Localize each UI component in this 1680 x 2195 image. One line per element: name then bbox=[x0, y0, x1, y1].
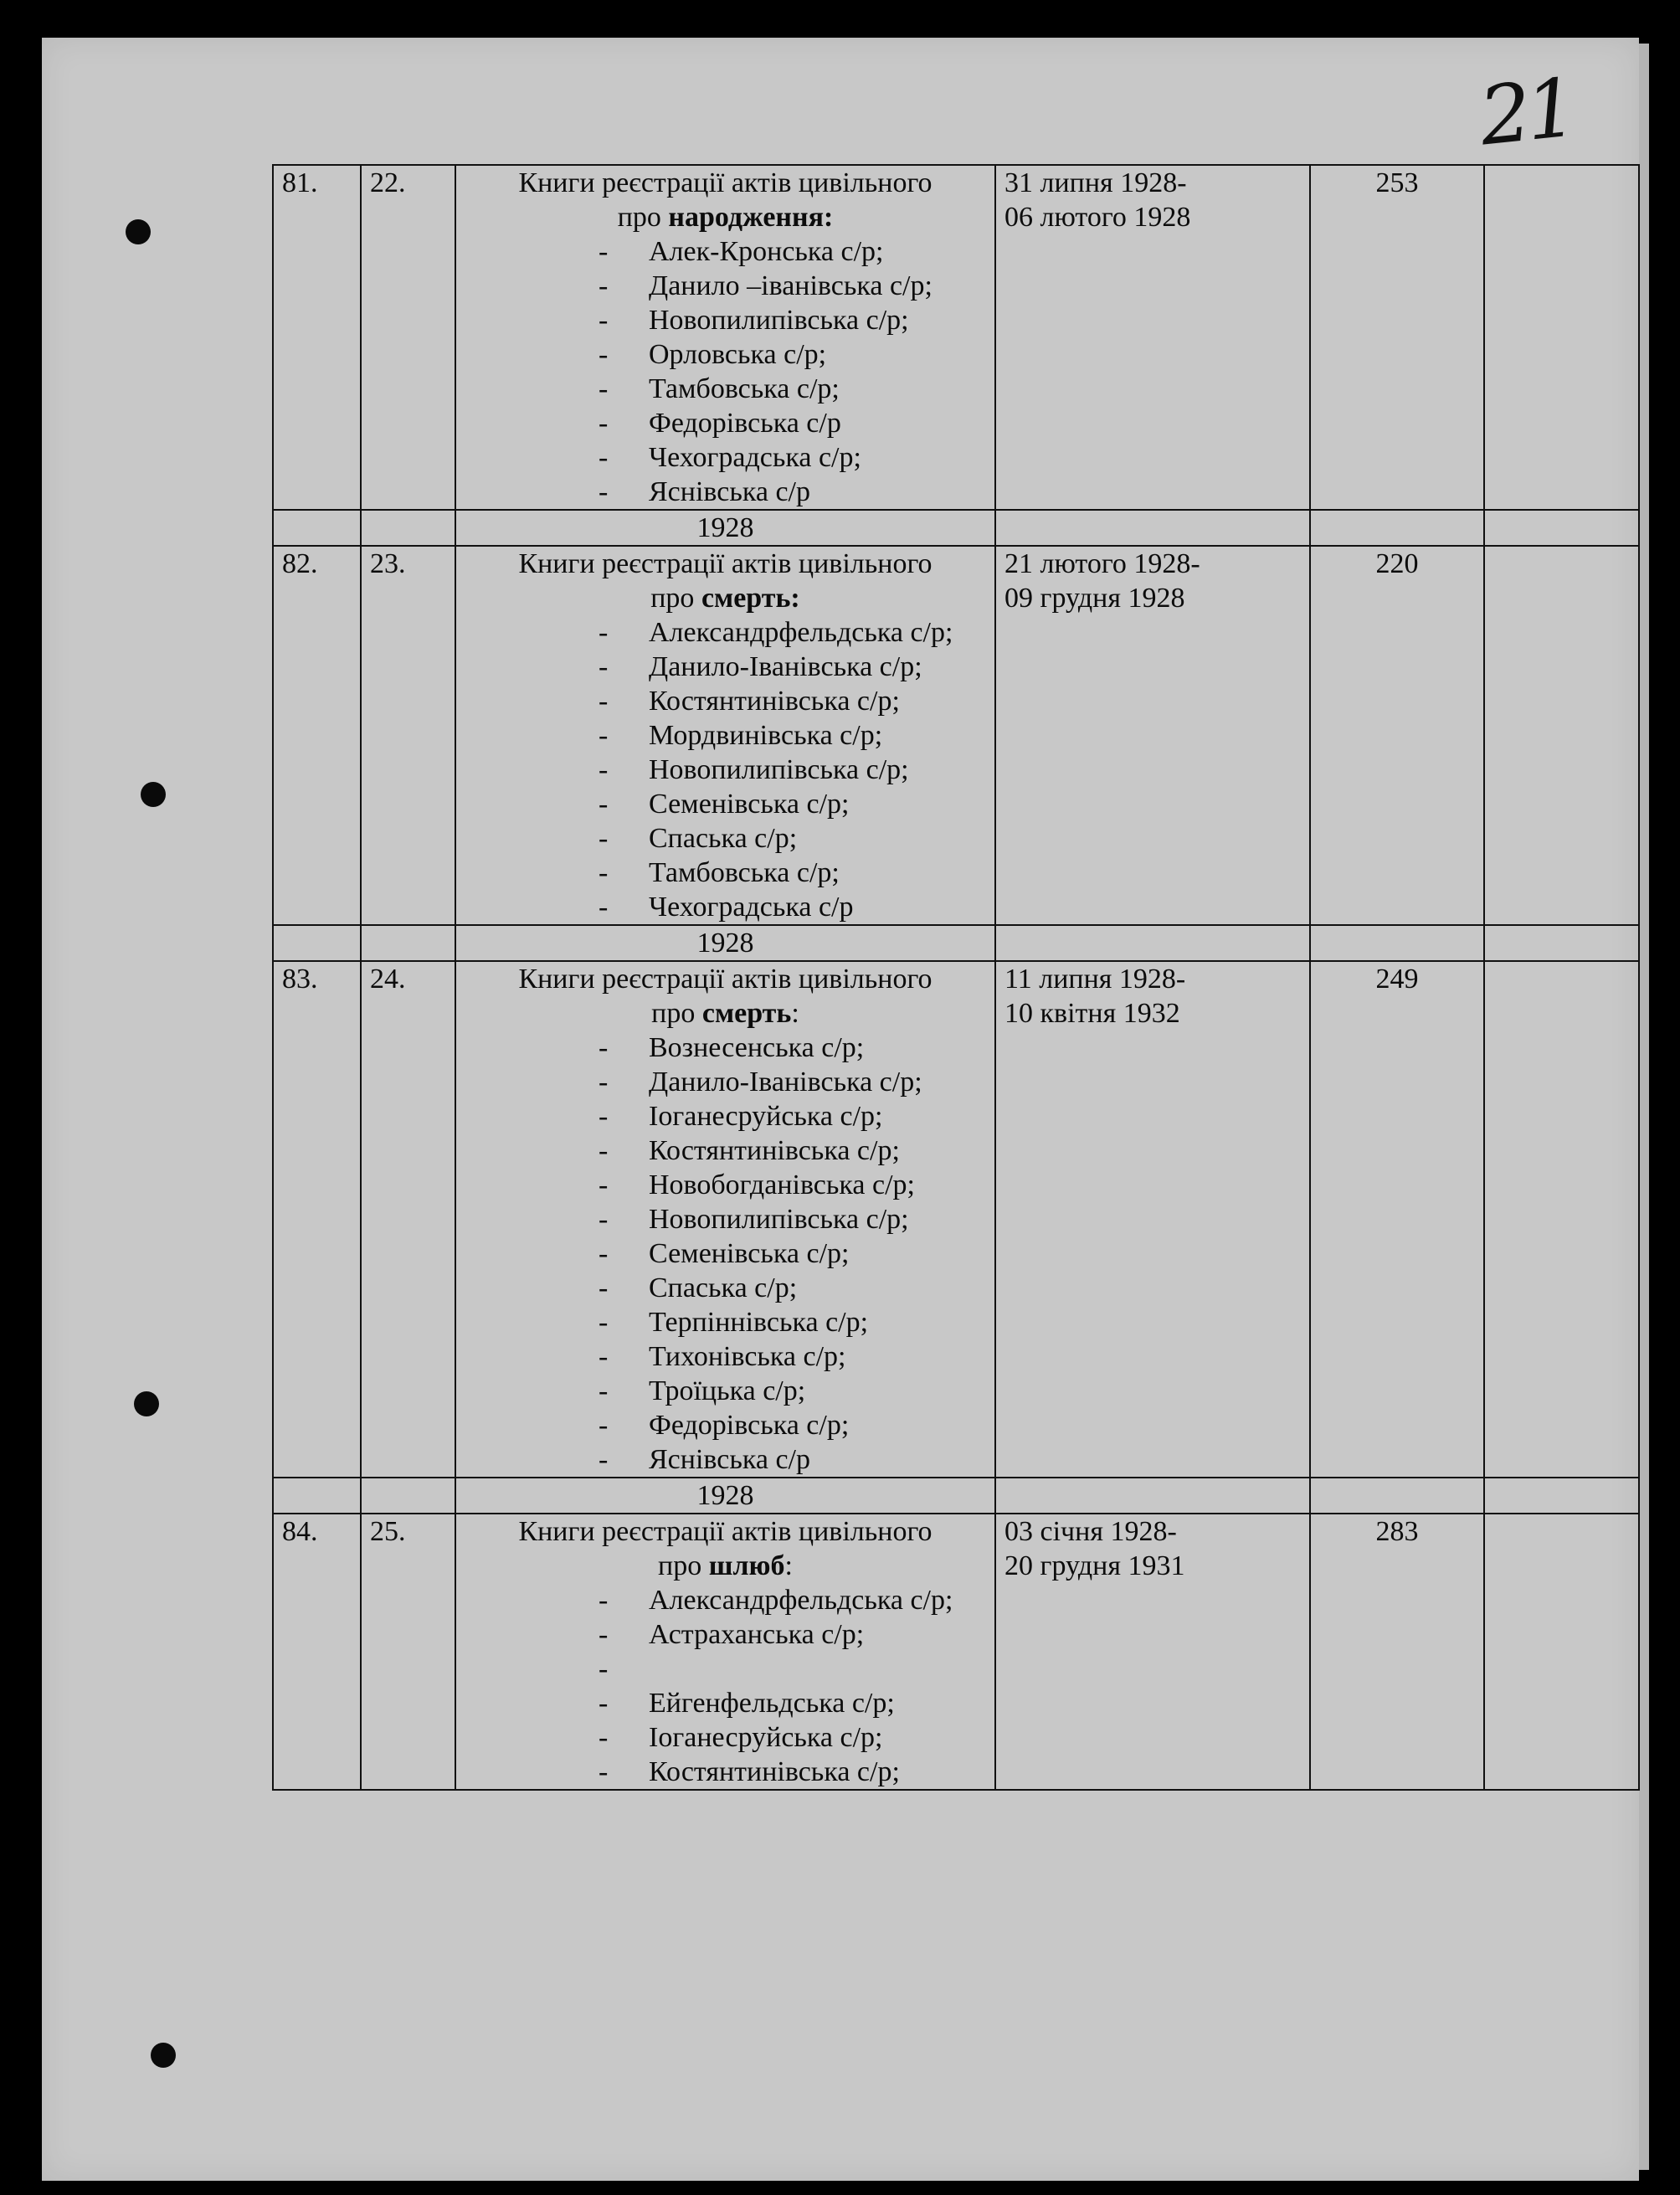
council-name: Чехоградська с/р bbox=[649, 892, 854, 923]
council-name bbox=[649, 1652, 986, 1686]
list-dash: - bbox=[599, 270, 609, 301]
empty-cell bbox=[1484, 510, 1639, 546]
list-item bbox=[465, 1686, 986, 1720]
punch-hole bbox=[151, 2043, 176, 2068]
list-item bbox=[465, 1652, 986, 1686]
date-range-cell bbox=[995, 961, 1310, 1478]
list-dash: - bbox=[599, 857, 609, 888]
council-name: Костянтинівська с/р; bbox=[649, 686, 900, 717]
list-dash: - bbox=[599, 1204, 609, 1235]
council-name: Алек-Кронська с/р; bbox=[649, 236, 884, 267]
file-number: 25. bbox=[361, 1514, 455, 1790]
subject-prefix: про bbox=[650, 583, 701, 614]
list-item bbox=[465, 1617, 986, 1652]
subject-keyword: смерть: bbox=[701, 583, 800, 614]
list-dash: - bbox=[599, 789, 609, 820]
date-range-cell bbox=[995, 1514, 1310, 1790]
council-name: Терпіннівська с/р; bbox=[649, 1307, 869, 1338]
council-name: Спаська с/р; bbox=[649, 1272, 798, 1303]
list-dash: - bbox=[599, 1341, 609, 1372]
date-from: 03 січня 1928- bbox=[1004, 1516, 1177, 1547]
entry-subject bbox=[465, 996, 986, 1031]
council-list bbox=[465, 1583, 986, 1789]
date-to: 10 квітня 1932 bbox=[1004, 998, 1180, 1029]
council-name: Новопилипівська с/р; bbox=[649, 754, 909, 785]
list-dash: - bbox=[599, 1653, 609, 1684]
council-name: Тамбовська с/р; bbox=[649, 857, 840, 888]
list-item bbox=[465, 269, 986, 303]
empty-cell bbox=[273, 510, 361, 546]
council-name: Вознесенська с/р; bbox=[649, 1032, 865, 1063]
list-item bbox=[465, 684, 986, 718]
list-dash: - bbox=[599, 823, 609, 854]
list-dash: - bbox=[599, 1619, 609, 1650]
list-dash: - bbox=[599, 339, 609, 370]
list-dash: - bbox=[599, 476, 609, 507]
note-cell bbox=[1484, 1514, 1639, 1790]
council-name: Данило-Іванівська с/р; bbox=[649, 651, 922, 682]
date-to: 20 грудня 1931 bbox=[1004, 1550, 1185, 1581]
list-dash: - bbox=[599, 1444, 609, 1475]
entry-title-cell bbox=[455, 1514, 995, 1790]
file-number: 24. bbox=[361, 961, 455, 1478]
subject-prefix: про bbox=[617, 202, 669, 233]
list-dash: - bbox=[599, 720, 609, 751]
list-dash: - bbox=[599, 1032, 609, 1063]
subject-keyword: народження: bbox=[668, 202, 834, 233]
list-dash: - bbox=[599, 1410, 609, 1441]
list-item bbox=[465, 615, 986, 650]
table-row bbox=[273, 961, 1639, 1478]
list-dash: - bbox=[599, 754, 609, 785]
council-name: Семенівська с/р; bbox=[649, 789, 850, 820]
list-item bbox=[465, 1168, 986, 1202]
punch-hole bbox=[126, 219, 151, 244]
list-item bbox=[465, 1755, 986, 1789]
entry-title: Книги реєстрації актів цивільного bbox=[518, 548, 932, 579]
list-item bbox=[465, 821, 986, 856]
entry-title: Книги реєстрації актів цивільного bbox=[518, 964, 932, 995]
empty-cell bbox=[995, 1478, 1310, 1514]
list-dash: - bbox=[599, 617, 609, 648]
subject-suffix: : bbox=[791, 998, 799, 1029]
council-name: Троїцька с/р; bbox=[649, 1375, 806, 1406]
year-label: 1928 bbox=[455, 510, 995, 546]
council-name: Александрфельдська с/р; bbox=[649, 617, 953, 648]
list-dash: - bbox=[599, 1272, 609, 1303]
list-dash: - bbox=[599, 1067, 609, 1098]
list-item bbox=[465, 1133, 986, 1168]
list-item bbox=[465, 1305, 986, 1339]
table-row bbox=[273, 165, 1639, 510]
council-name: Орловська с/р; bbox=[649, 339, 827, 370]
list-item bbox=[465, 337, 986, 372]
council-name: Тихонівська с/р; bbox=[649, 1341, 846, 1372]
council-name: Данило –іванівська с/р; bbox=[649, 270, 932, 301]
sheet-count: 249 bbox=[1310, 961, 1484, 1478]
empty-cell bbox=[1484, 1478, 1639, 1514]
list-dash: - bbox=[599, 1722, 609, 1753]
list-item bbox=[465, 787, 986, 821]
council-name: Костянтинівська с/р; bbox=[649, 1135, 900, 1166]
council-name: Александрфельдська с/р; bbox=[649, 1585, 953, 1616]
year-row bbox=[273, 925, 1639, 961]
sheet-count: 283 bbox=[1310, 1514, 1484, 1790]
date-from: 11 липня 1928- bbox=[1004, 964, 1186, 995]
file-number: 22. bbox=[361, 165, 455, 510]
council-name: Яснівська с/р bbox=[649, 476, 810, 507]
date-range-cell bbox=[995, 165, 1310, 510]
handwritten-page-number: 21 bbox=[1475, 60, 1577, 164]
subject-prefix: про bbox=[651, 998, 702, 1029]
list-item bbox=[465, 718, 986, 753]
date-from: 21 лютого 1928- bbox=[1004, 548, 1200, 579]
empty-cell bbox=[995, 510, 1310, 546]
inventory-table bbox=[272, 164, 1640, 1791]
council-name: Семенівська с/р; bbox=[649, 1238, 850, 1269]
council-name: Іоганесруйська с/р; bbox=[649, 1101, 883, 1132]
page-edge bbox=[1639, 44, 1649, 2170]
council-name: Астраханська с/р; bbox=[649, 1619, 865, 1650]
empty-cell bbox=[1310, 925, 1484, 961]
council-list bbox=[465, 234, 986, 509]
empty-cell bbox=[1484, 925, 1639, 961]
council-name: Чехоградська с/р; bbox=[649, 442, 861, 473]
list-dash: - bbox=[599, 1756, 609, 1787]
list-item bbox=[465, 1408, 986, 1442]
list-item bbox=[465, 1236, 986, 1271]
subject-suffix: : bbox=[784, 1550, 793, 1581]
list-item bbox=[465, 753, 986, 787]
punch-hole bbox=[134, 1391, 159, 1416]
list-dash: - bbox=[599, 1101, 609, 1132]
council-name: Новопилипівська с/р; bbox=[649, 305, 909, 336]
council-name: Новопилипівська с/р; bbox=[649, 1204, 909, 1235]
year-row bbox=[273, 510, 1639, 546]
list-item bbox=[465, 1099, 986, 1133]
table-row bbox=[273, 546, 1639, 925]
note-cell bbox=[1484, 961, 1639, 1478]
entry-number: 82. bbox=[273, 546, 361, 925]
entry-title: Книги реєстрації актів цивільного bbox=[518, 1516, 932, 1547]
list-item bbox=[465, 1720, 986, 1755]
empty-cell bbox=[361, 1478, 455, 1514]
council-name: Данило-Іванівська с/р; bbox=[649, 1067, 922, 1098]
sheet-count: 253 bbox=[1310, 165, 1484, 510]
list-item bbox=[465, 1583, 986, 1617]
list-item bbox=[465, 1339, 986, 1374]
note-cell bbox=[1484, 546, 1639, 925]
list-item bbox=[465, 1031, 986, 1065]
list-dash: - bbox=[599, 651, 609, 682]
list-dash: - bbox=[599, 686, 609, 717]
subject-keyword: смерть bbox=[701, 998, 792, 1029]
entry-title-cell bbox=[455, 165, 995, 510]
entry-number: 83. bbox=[273, 961, 361, 1478]
year-label: 1928 bbox=[455, 925, 995, 961]
list-dash: - bbox=[599, 442, 609, 473]
entry-subject bbox=[465, 200, 986, 234]
date-from: 31 липня 1928- bbox=[1004, 167, 1187, 198]
sheet-count: 220 bbox=[1310, 546, 1484, 925]
list-item bbox=[465, 856, 986, 890]
entry-title-cell bbox=[455, 961, 995, 1478]
entry-subject bbox=[465, 581, 986, 615]
list-dash: - bbox=[599, 1688, 609, 1719]
list-item bbox=[465, 303, 986, 337]
list-item bbox=[465, 1065, 986, 1099]
council-name: Яснівська с/р bbox=[649, 1444, 810, 1475]
list-item bbox=[465, 1202, 986, 1236]
punch-hole bbox=[141, 782, 166, 807]
list-item bbox=[465, 406, 986, 440]
list-item bbox=[465, 1271, 986, 1305]
list-dash: - bbox=[599, 1135, 609, 1166]
year-row bbox=[273, 1478, 1639, 1514]
entry-title-cell bbox=[455, 546, 995, 925]
entry-title: Книги реєстрації актів цивільного bbox=[518, 167, 932, 198]
council-name: Новобогданівська с/р; bbox=[649, 1169, 915, 1200]
council-name: Федорівська с/р; bbox=[649, 1410, 850, 1441]
date-range-cell bbox=[995, 546, 1310, 925]
year-label: 1928 bbox=[455, 1478, 995, 1514]
council-name: Ейгенфельдська с/р; bbox=[649, 1688, 895, 1719]
list-dash: - bbox=[599, 1169, 609, 1200]
entry-number: 81. bbox=[273, 165, 361, 510]
empty-cell bbox=[273, 925, 361, 961]
list-dash: - bbox=[599, 236, 609, 267]
council-name: Федорівська с/р bbox=[649, 408, 841, 439]
table-row bbox=[273, 1514, 1639, 1790]
empty-cell bbox=[361, 510, 455, 546]
list-item bbox=[465, 1442, 986, 1477]
list-item bbox=[465, 475, 986, 509]
council-name: Тамбовська с/р; bbox=[649, 373, 840, 404]
council-name: Мордвинівська с/р; bbox=[649, 720, 883, 751]
empty-cell bbox=[273, 1478, 361, 1514]
list-item bbox=[465, 372, 986, 406]
note-cell bbox=[1484, 165, 1639, 510]
council-list bbox=[465, 615, 986, 924]
empty-cell bbox=[995, 925, 1310, 961]
empty-cell bbox=[1310, 510, 1484, 546]
list-dash: - bbox=[599, 373, 609, 404]
entry-number: 84. bbox=[273, 1514, 361, 1790]
empty-cell bbox=[361, 925, 455, 961]
subject-keyword: шлюб bbox=[708, 1550, 785, 1581]
council-list bbox=[465, 1031, 986, 1477]
empty-cell bbox=[1310, 1478, 1484, 1514]
list-dash: - bbox=[599, 1307, 609, 1338]
list-dash: - bbox=[599, 1585, 609, 1616]
entry-subject bbox=[465, 1549, 986, 1583]
list-dash: - bbox=[599, 1375, 609, 1406]
list-dash: - bbox=[599, 892, 609, 923]
list-item bbox=[465, 650, 986, 684]
list-dash: - bbox=[599, 305, 609, 336]
file-number: 23. bbox=[361, 546, 455, 925]
list-dash: - bbox=[599, 408, 609, 439]
council-name: Костянтинівська с/р; bbox=[649, 1756, 900, 1787]
list-item bbox=[465, 1374, 986, 1408]
list-item bbox=[465, 440, 986, 475]
council-name: Іоганесруйська с/р; bbox=[649, 1722, 883, 1753]
date-to: 06 лютого 1928 bbox=[1004, 202, 1191, 233]
subject-prefix: про bbox=[658, 1550, 709, 1581]
list-item bbox=[465, 890, 986, 924]
council-name: Спаська с/р; bbox=[649, 823, 798, 854]
date-to: 09 грудня 1928 bbox=[1004, 583, 1185, 614]
list-item bbox=[465, 234, 986, 269]
list-dash: - bbox=[599, 1238, 609, 1269]
